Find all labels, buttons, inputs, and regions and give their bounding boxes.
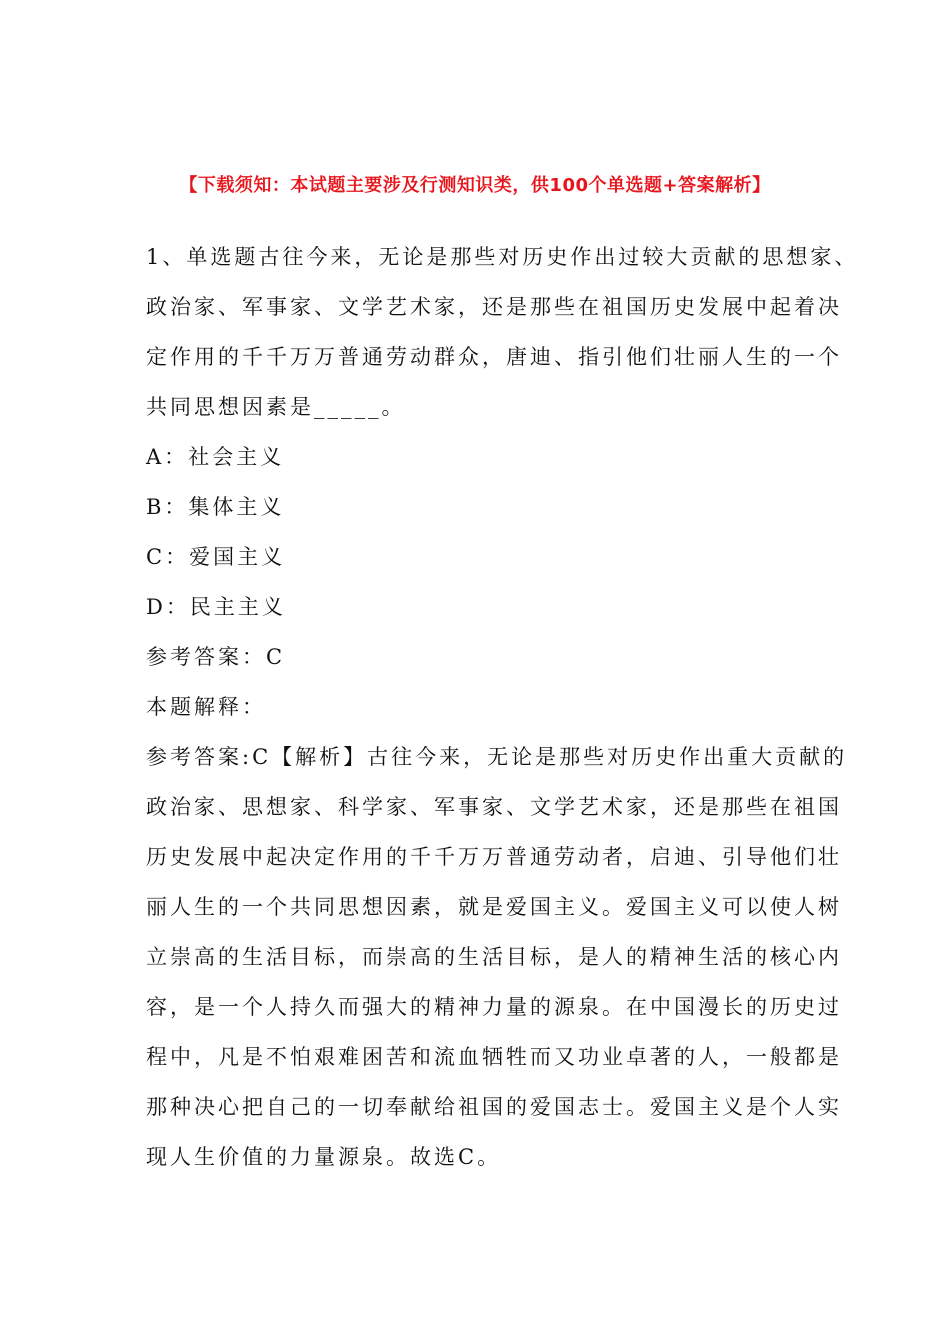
question-line: 1、单选题古往今来，无论是那些对历史作出过较大贡献的思想家、 (146, 245, 859, 269)
explanation-line: 程中，凡是不怕艰难困苦和流血牺牲而又功业卓著的人，一般都是 (146, 1045, 842, 1069)
option-c: C：爱国主义 (146, 545, 286, 569)
download-notice: 【下载须知：本试题主要涉及行测知识类，供100个单选题+答案解析】 (179, 175, 771, 196)
explanation-line: 现人生价值的力量源泉。故选C。 (146, 1145, 502, 1169)
question-block (146, 232, 859, 1182)
explanation-line: 立崇高的生活目标，而崇高的生活目标，是人的精神生活的核心内 (146, 945, 842, 969)
option-d: D：民主主义 (146, 595, 286, 619)
option-b: B：集体主义 (146, 495, 285, 519)
question-line: 定作用的千千万万普通劳动群众，唐迪、指引他们壮丽人生的一个 (146, 345, 842, 369)
explanation-line: 丽人生的一个共同思想因素，就是爱国主义。爱国主义可以使人树 (146, 895, 842, 919)
explanation-line: 政治家、思想家、科学家、军事家、文学艺术家，还是那些在祖国 (146, 795, 842, 819)
question-line: 政治家、军事家、文学艺术家，还是那些在祖国历史发展中起着决 (146, 295, 842, 319)
option-a: A：社会主义 (146, 445, 285, 469)
explanation-heading: 本题解释： (146, 695, 266, 719)
question-line: 共同思想因素是_____。 (146, 395, 406, 419)
explanation-line: 容，是一个人持久而强大的精神力量的源泉。在中国漫长的历史过 (146, 995, 842, 1019)
reference-answer: 参考答案：C (146, 645, 286, 669)
explanation-line: 那种决心把自己的一切奉献给祖国的爱国志士。爱国主义是个人实 (146, 1095, 842, 1119)
explanation-line: 参考答案:C【解析】古往今来，无论是那些对历史作出重大贡献的 (146, 745, 848, 769)
explanation-line: 历史发展中起决定作用的千千万万普通劳动者，启迪、引导他们壮 (146, 845, 842, 869)
